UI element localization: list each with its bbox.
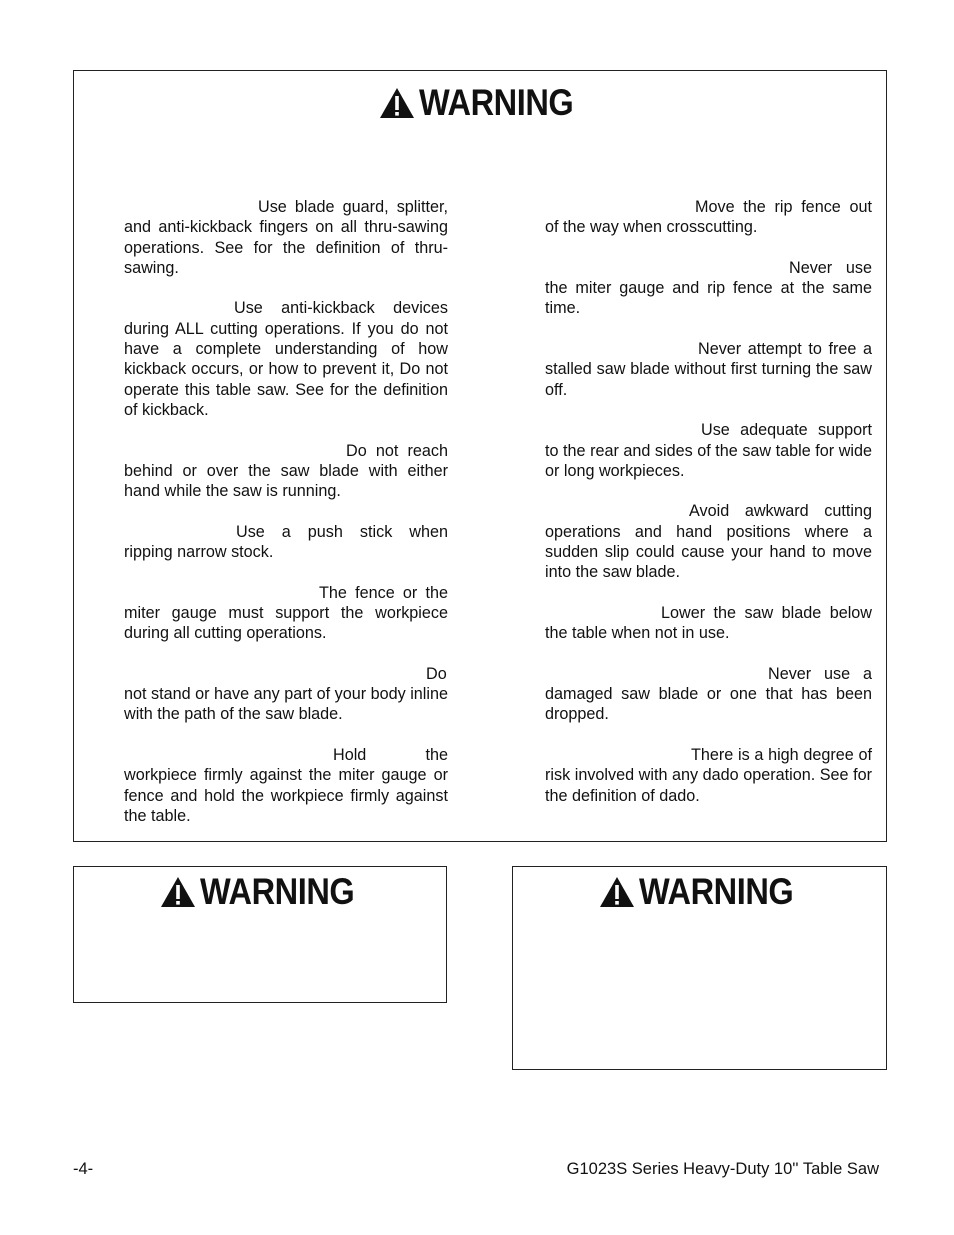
page-number: -4- — [73, 1160, 94, 1178]
warning-item: Never use the miter gauge and rip fence at the same time. — [545, 258, 872, 318]
main-warning-header — [379, 84, 594, 121]
right-warning-column — [545, 197, 872, 826]
warning-item: Never attempt to free a stalled saw blade without first turning the saw off. — [545, 340, 872, 399]
warning-item: Use adequate support to the rear and sides of the saw table for wide or long workpieces. — [545, 421, 872, 480]
warning-item: Never use a damaged saw blade or one that has been dropped. — [545, 664, 872, 724]
warning-item: Do not stand or have any part of your body inline with the path of the saw blade. — [124, 664, 448, 724]
warning-item: Use anti-kickback devices during ALL cutting operations. If you do not have a complete understanding of how kickback occurs, or how to prevent it, Do not operate this table saw. See for the definition of kickback. — [124, 299, 448, 419]
left-warning-column — [124, 197, 448, 847]
manual-title: G1023S Series Heavy-Duty 10'' Table Saw — [566, 1160, 879, 1178]
left-small-warning-header — [160, 873, 375, 910]
main-warning-title: WARNING — [419, 82, 574, 123]
left-small-warning-title: WARNING — [200, 871, 355, 912]
warning-item: Hold the workpiece firmly against the miter gauge or fence and hold the workpiece firmly against the table. — [124, 746, 448, 825]
warning-item: Lower the saw blade below the table when not in use. — [545, 603, 872, 643]
warning-item: There is a high degree of risk involved with any dado operation. See for the definition of dado. — [545, 746, 872, 805]
warning-item: Use a push stick when ripping narrow stock. — [124, 522, 448, 562]
right-small-warning-title: WARNING — [639, 871, 794, 912]
warning-triangle-icon — [599, 876, 635, 908]
warning-item: Avoid awkward cutting operations and hand positions where a sudden slip could cause your hand to move into the saw blade. — [545, 502, 872, 582]
warning-triangle-icon — [160, 876, 196, 908]
warning-item: Move the rip fence out of the way when crosscutting. — [545, 198, 872, 237]
warning-item: Do not reach behind or over the saw blade with either hand while the saw is running. — [124, 441, 448, 501]
warning-item: The fence or the miter gauge must support the workpiece during all cutting operations. — [124, 583, 448, 643]
warning-item: Use blade guard, splitter, and anti-kickback fingers on all thru-sawing operations. See for the definition of thru-sawing. — [124, 198, 448, 277]
right-small-warning-header — [599, 873, 814, 910]
warning-triangle-icon — [379, 87, 415, 119]
